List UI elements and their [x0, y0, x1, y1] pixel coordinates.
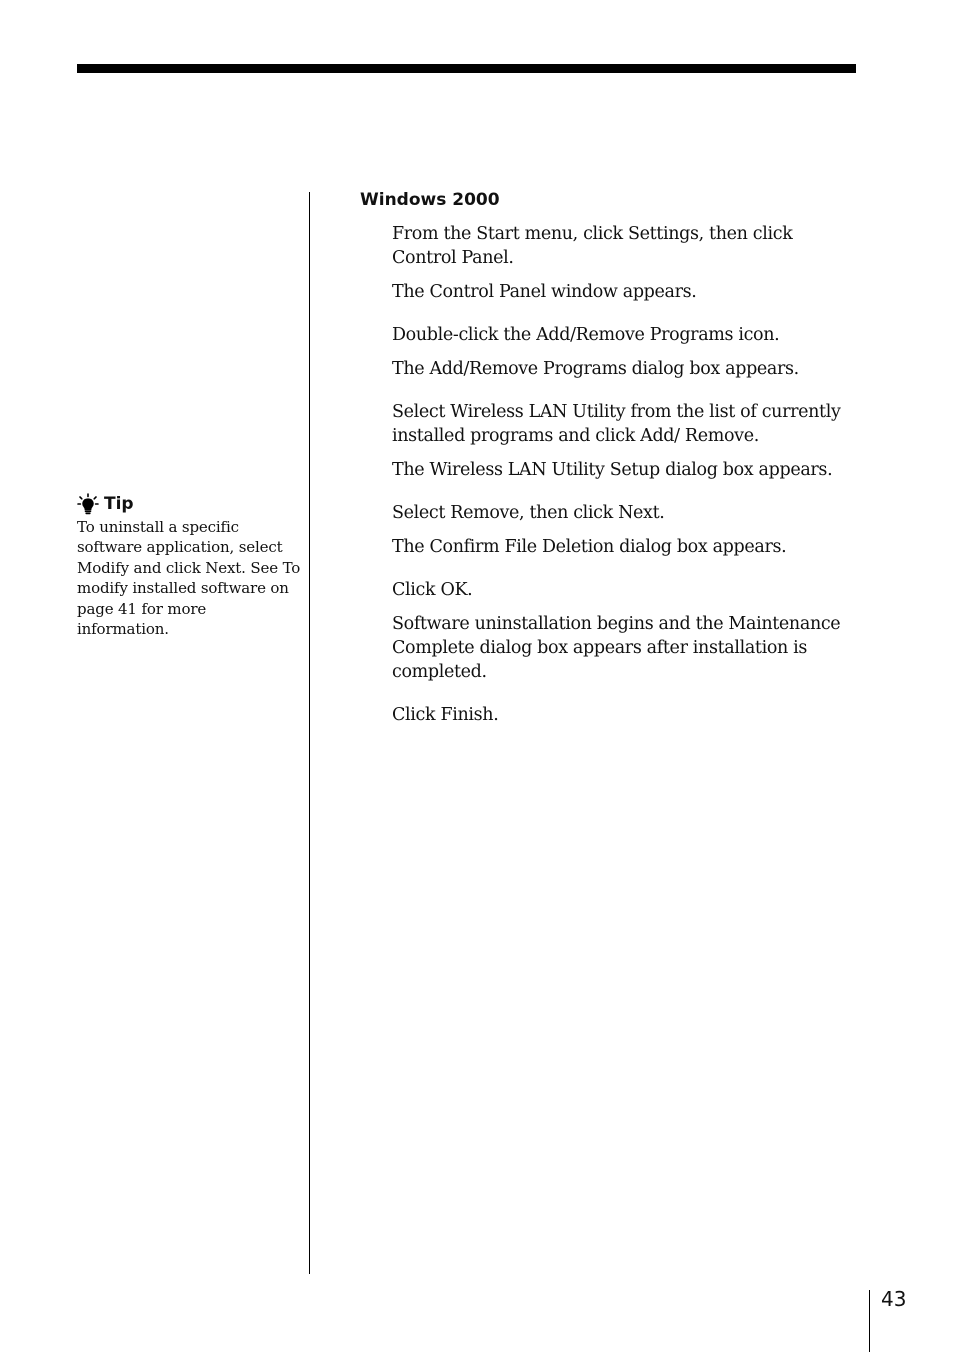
step-2: [392, 323, 860, 381]
main-content: [360, 188, 860, 727]
lightbulb-icon: [77, 493, 99, 515]
step-result: The Confirm File Deletion dialog box appears.: [392, 537, 787, 557]
top-rule: [77, 64, 856, 73]
step-result: The Add/Remove Programs dialog box appears.: [392, 359, 799, 379]
step-list: [360, 222, 860, 727]
step-result: Software uninstallation begins and the Maintenance Complete dialog box appears after installation is completed.: [392, 614, 841, 682]
step-instruction: Click Finish.: [392, 705, 499, 725]
tip-header: [77, 493, 302, 515]
step-5: [392, 578, 860, 684]
section-heading: Windows 2000: [360, 190, 500, 210]
step-instruction: Click OK.: [392, 580, 473, 600]
page-number-rule: [869, 1290, 870, 1352]
step-6: [392, 703, 860, 727]
tip-label: Tip: [104, 494, 134, 514]
step-1: [392, 222, 860, 304]
step-result: The Wireless LAN Utility Setup dialog box appears.: [392, 460, 833, 480]
step-instruction: From the Start menu, click Settings, then click Control Panel.: [392, 224, 793, 268]
step-instruction: Select Remove, then click Next.: [392, 503, 665, 523]
step-result: The Control Panel window appears.: [392, 282, 697, 302]
page-number: 43: [881, 1287, 907, 1311]
tip-sidebar: [77, 493, 302, 639]
tip-text: To uninstall a specific software application, select Modify and click Next. See To modify installed software on page 41 for more information.: [77, 518, 301, 639]
step-instruction: Double-click the Add/Remove Programs icon.: [392, 325, 780, 345]
step-instruction: Select Wireless LAN Utility from the list of currently installed programs and click Add/ Remove.: [392, 402, 841, 446]
column-divider: [309, 192, 310, 1274]
step-4: [392, 501, 860, 559]
step-3: [392, 400, 860, 482]
